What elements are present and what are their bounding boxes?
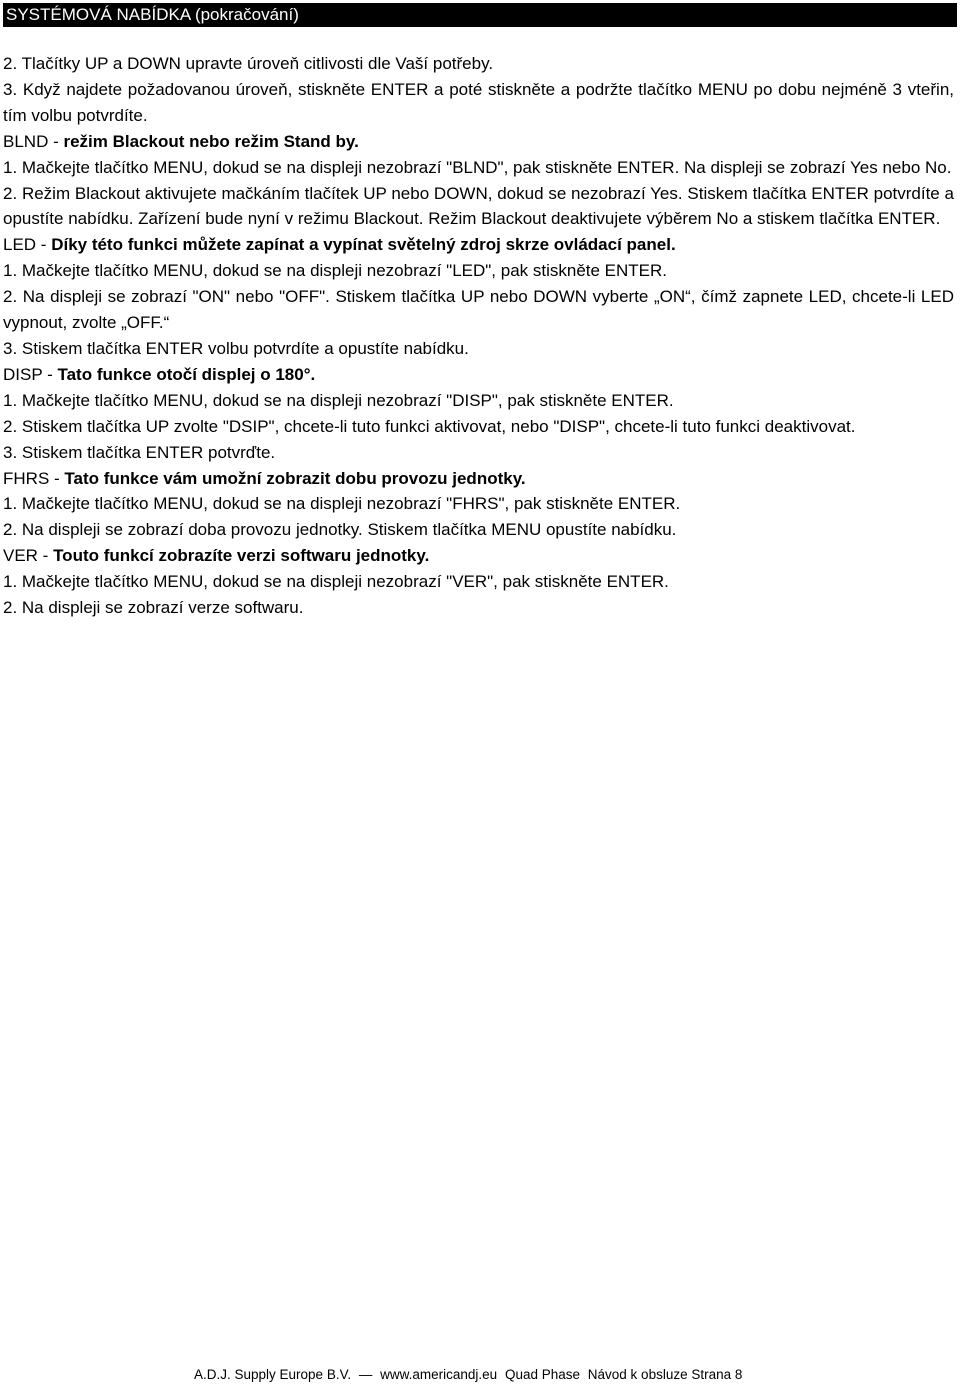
footer-dash: — bbox=[358, 1367, 373, 1382]
ver-step-2: 2. Na displeji se zobrazí verze softwaru. bbox=[3, 598, 304, 618]
sensitivity-step-2: 2. Tlačítky UP a DOWN upravte úroveň citlivosti dle Vaší potřeby. bbox=[3, 54, 494, 73]
footer-manual-page: Návod k obsluze Strana 8 bbox=[587, 1367, 743, 1382]
ver-description: Touto funkcí zobrazíte verzi softwaru jednotky. bbox=[53, 546, 430, 566]
led-description: Díky této funkci můžete zapínat a vypínat světelný zdroj skrze ovládací panel. bbox=[51, 235, 676, 255]
fhrs-step-1: 1. Mačkejte tlačítko MENU, dokud se na displeji nezobrazí "FHRS", pak stiskněte ENTER. bbox=[3, 494, 681, 514]
disp-step-1: 1. Mačkejte tlačítko MENU, dokud se na displeji nezobrazí "DISP", pak stiskněte ENTER. bbox=[3, 390, 674, 410]
led-heading bbox=[3, 232, 954, 258]
disp-heading bbox=[3, 362, 954, 388]
document-body bbox=[3, 51, 954, 621]
fhrs-description: Tato funkce vám umožní zobrazit dobu provozu jednotky. bbox=[64, 468, 526, 488]
blnd-description: režim Blackout nebo režim Stand by. bbox=[63, 131, 359, 151]
disp-description: Tato funkce otočí displej o 180°. bbox=[57, 364, 316, 384]
fhrs-step-2: 2. Na displeji se zobrazí doba provozu jednotky. Stiskem tlačítka MENU opustíte nabídku. bbox=[3, 520, 677, 540]
led-step-2: 2. Na displeji se zobrazí "ON" nebo "OFF". Stiskem tlačítka UP nebo DOWN vyberte „ON“, čímž zapnete LED, chcete-li LED vypnout, zvolte „OFF.“ bbox=[3, 287, 954, 333]
page-footer bbox=[194, 1366, 742, 1384]
ver-heading bbox=[3, 543, 954, 569]
led-step-1: 1. Mačkejte tlačítko MENU, dokud se na displeji nezobrazí "LED", pak stiskněte ENTER. bbox=[3, 261, 668, 281]
blnd-step-1: 1. Mačkejte tlačítko MENU, dokud se na displeji nezobrazí "BLND", pak stiskněte ENTER. Na displeji se zobrazí Yes nebo No. bbox=[3, 157, 952, 177]
ver-code: VER - bbox=[3, 546, 54, 566]
section-title: SYSTÉMOVÁ NABÍDKA (pokračování) bbox=[6, 5, 299, 24]
section-header bbox=[3, 3, 957, 27]
disp-code: DISP - bbox=[3, 364, 58, 384]
blnd-heading bbox=[3, 129, 954, 155]
blnd-step-2: 2. Režim Blackout aktivujete mačkáním tlačítek UP nebo DOWN, dokud se nezobrazí Yes. Stiskem tlačítka ENTER potvrdíte a opustíte nabídku. Zařízení bude nyní v režimu Blackout. Režim Blackout deaktivujete výběrem No a stiskem tlačítka ENTER. bbox=[3, 183, 954, 229]
footer-product: Quad Phase bbox=[504, 1367, 581, 1382]
sensitivity-step-3: 3. Když najdete požadovanou úroveň, stiskněte ENTER a poté stiskněte a podržte tlačítko MENU po dobu nejméně 3 vteřin, tím volbu potvrdíte. bbox=[3, 79, 954, 125]
footer-website: www.americandj.eu bbox=[380, 1367, 498, 1382]
led-step-3: 3. Stiskem tlačítka ENTER volbu potvrdíte a opustíte nabídku. bbox=[3, 338, 469, 358]
led-code: LED - bbox=[3, 235, 52, 255]
blnd-code: BLND - bbox=[3, 131, 64, 151]
disp-step-3: 3. Stiskem tlačítka ENTER potvrďte. bbox=[3, 442, 276, 462]
disp-step-2: 2. Stiskem tlačítka UP zvolte "DSIP", chcete-li tuto funkci aktivovat, nebo "DISP", chcete-li tuto funkci deaktivovat. bbox=[3, 416, 856, 436]
fhrs-heading bbox=[3, 466, 954, 492]
footer-company: A.D.J. Supply Europe B.V. bbox=[194, 1367, 352, 1382]
ver-step-1: 1. Mačkejte tlačítko MENU, dokud se na displeji nezobrazí "VER", pak stiskněte ENTER. bbox=[3, 572, 669, 592]
fhrs-code: FHRS - bbox=[3, 468, 65, 488]
